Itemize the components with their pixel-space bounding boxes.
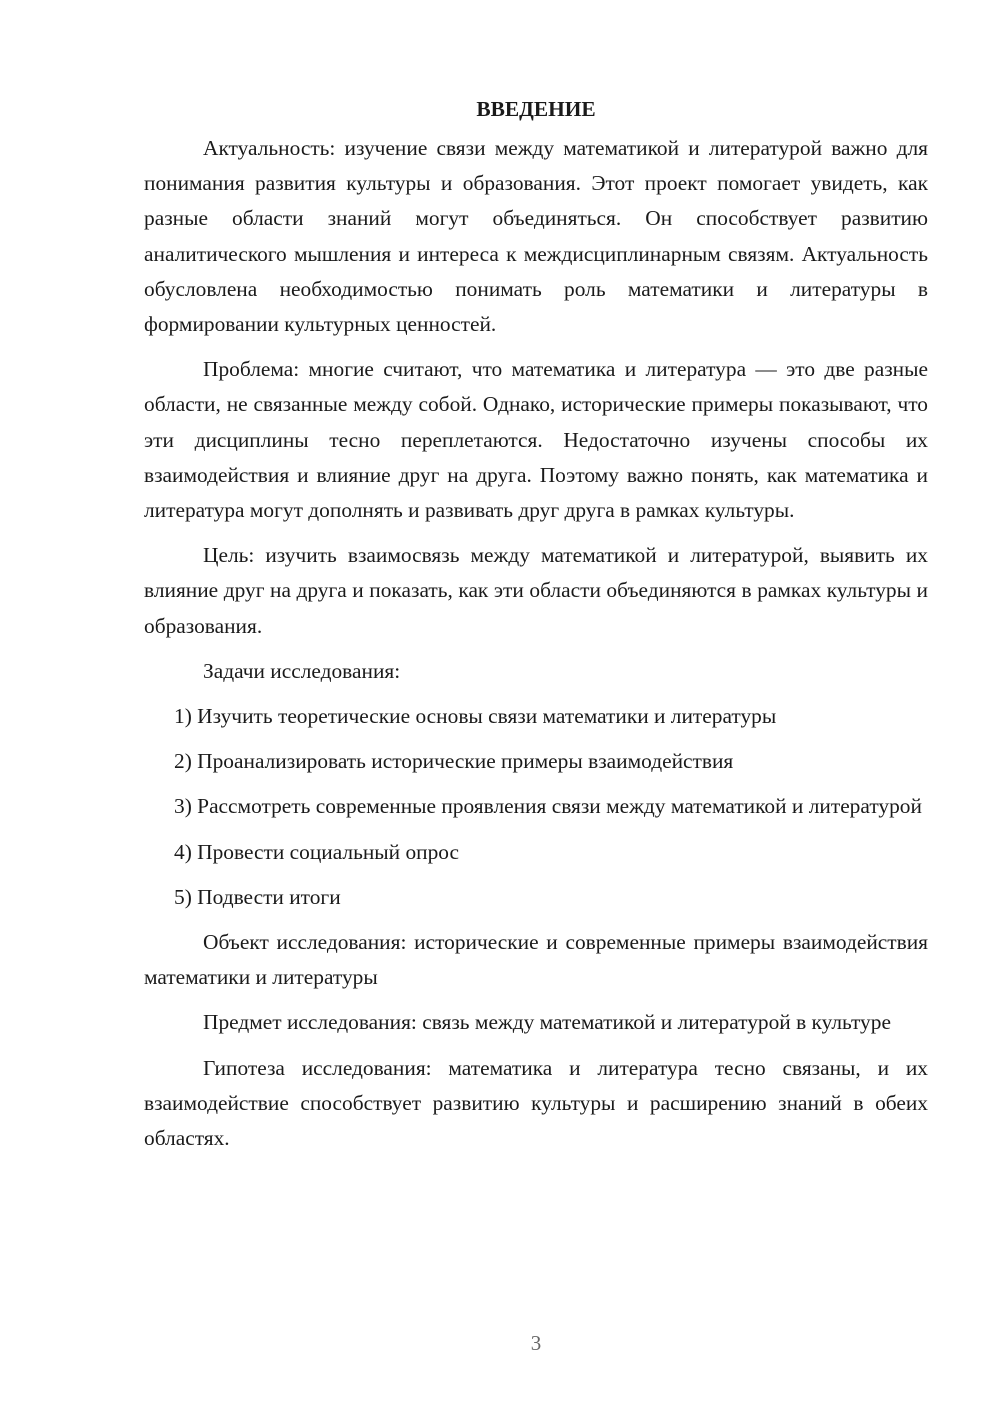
task-item-4: 4) Провести социальный опрос <box>174 839 460 864</box>
task-item-3: 3) Рассмотреть современные проявления связи между математикой и литературой <box>174 794 922 819</box>
paragraph-problem: Проблема: многие считают, что математика и литература — это две разные области, не связанные между собой. Однако, исторические примеры показывают, что эти дисциплины тесно переплетаются. Недостаточно изучены способы их взаимодействия и влияние друг на друга. Поэтому важно понять, как математика и литература могут дополнять и развивать друг друга в рамках культуры. <box>144 357 928 523</box>
paragraph-relevance: Актуальность: изучение связи между математикой и литературой важно для понимания развития культуры и образования. Этот проект помогает увидеть, как разные области знаний могут объединяться. Он способствует развитию аналитического мышления и интереса к междисциплинарным связям. Актуальность обусловлена необходимостью понимать роль математики и литературы в формировании культурных ценностей. <box>144 136 928 337</box>
task-item-5: 5) Подвести итоги <box>174 884 341 909</box>
tasks-heading: Задачи исследования: <box>203 658 401 683</box>
task-item-2: 2) Проанализировать исторические примеры взаимодействия <box>174 749 734 774</box>
document-page <box>144 92 928 1166</box>
page-number: 3 <box>530 1331 542 1355</box>
paragraph-goal: Цель: изучить взаимосвязь между математикой и литературой, выявить их влияние друг на друга и показать, как эти области объединяются в рамках культуры и образования. <box>144 543 928 638</box>
paragraph-subject: Предмет исследования: связь между математикой и литературой в культуре <box>203 1010 891 1035</box>
task-item-1: 1) Изучить теоретические основы связи математики и литературы <box>174 704 777 729</box>
paragraph-object: Объект исследования: исторические и современные примеры взаимодействия математики и литературы <box>144 930 928 990</box>
paragraph-hypothesis: Гипотеза исследования: математика и литература тесно связаны, и их взаимодействие способствует развитию культуры и расширению знаний в обеих областях. <box>144 1055 928 1151</box>
page-title: ВВЕДЕНИЕ <box>476 97 596 121</box>
